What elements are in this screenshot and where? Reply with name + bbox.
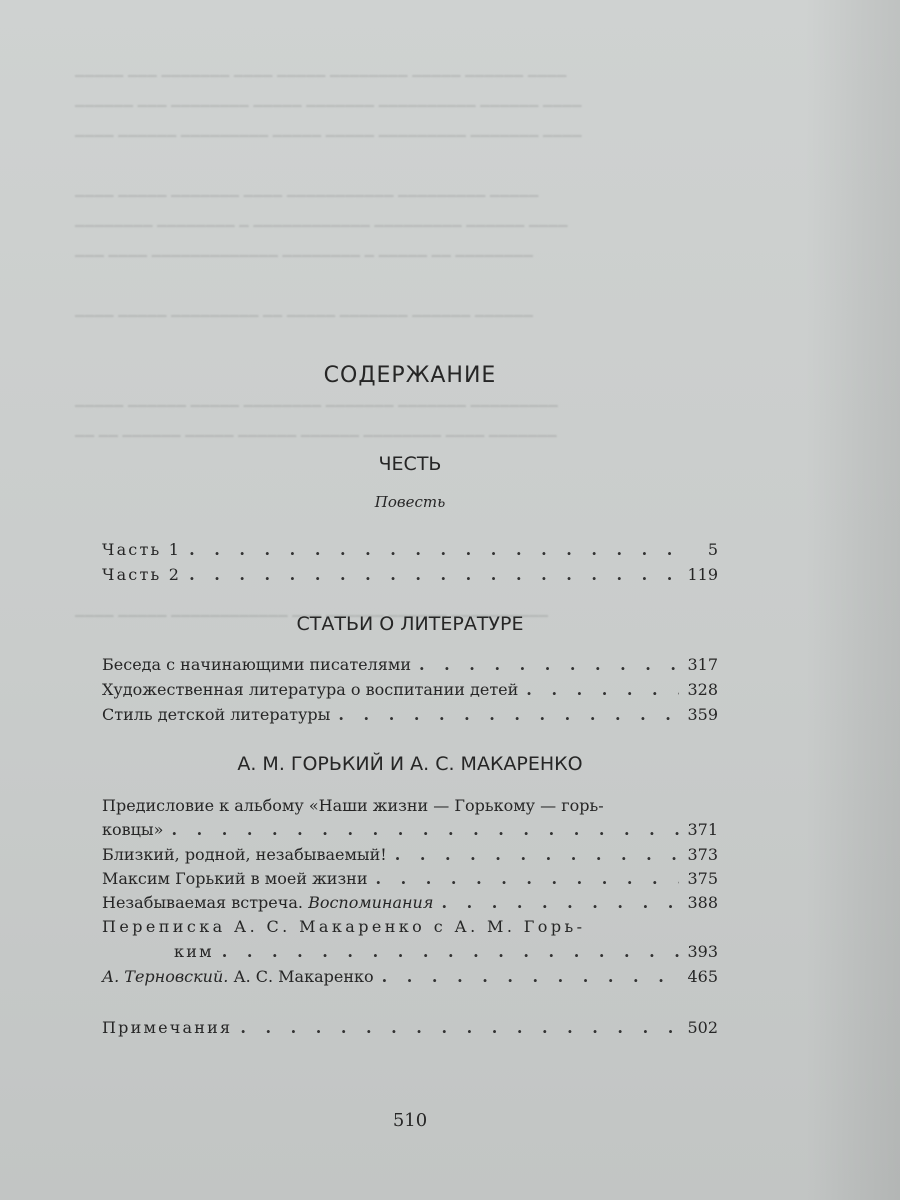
leader-dots (441, 893, 679, 912)
toc-entry-page: 317 (687, 655, 718, 674)
leader-dots (382, 967, 680, 986)
leader-dots (526, 680, 679, 699)
toc-entry[interactable] (102, 655, 718, 679)
toc-entry-page: 359 (687, 705, 718, 724)
bleed-through-text: ▁▁ ▁▁ ▁▁▁▁▁▁ ▁▁▁▁▁ ▁▁▁▁▁▁ ▁▁▁▁▁▁ ▁▁▁▁▁▁▁▁ ▁▁▁▁ ▁▁▁▁▁▁▁ (75, 423, 558, 437)
toc-entry-label: Беседа с начинающими писателями (102, 655, 412, 674)
toc-entry-first-line[interactable]: Переписка А. С. Макаренко с А. М. Горь- (102, 917, 586, 936)
toc-entry-label-italic: Воспоминания (308, 893, 434, 912)
toc-entry-label-main: А. С. Макаренко (233, 967, 374, 986)
toc-entry-label: Близкий, родной, незабываемый! (102, 845, 387, 864)
leader-dots (222, 942, 680, 961)
toc-entry-page: 371 (687, 820, 718, 839)
toc-entry-page: 465 (687, 967, 718, 986)
toc-entry[interactable] (102, 705, 718, 729)
bleed-through-text: ▁▁▁▁▁▁ ▁▁▁ ▁▁▁▁▁▁▁▁ ▁▁▁▁▁ ▁▁▁▁▁▁▁ ▁▁▁▁▁▁▁▁▁▁ ▁▁▁▁▁▁ ▁▁▁▁ (75, 93, 582, 107)
toc-entry-page: 388 (687, 893, 718, 912)
toc-entry-label (102, 893, 433, 912)
toc-entry-page: 375 (687, 869, 718, 888)
bleed-through-text: ▁▁▁▁▁ ▁▁▁ ▁▁▁▁▁▁▁ ▁▁▁▁ ▁▁▁▁▁ ▁▁▁▁▁▁▁▁ ▁▁▁▁▁ ▁▁▁▁▁▁ ▁▁▁▁ (75, 63, 567, 77)
leader-dots (171, 820, 679, 839)
leader-dots (376, 869, 680, 888)
toc-entry-page: 502 (687, 1018, 718, 1037)
leader-dots (189, 540, 680, 559)
toc-entry[interactable] (102, 869, 718, 893)
toc-entry-label: ким (174, 942, 214, 961)
bleed-through-text: ▁▁▁▁ ▁▁▁▁▁ ▁▁▁▁▁▁▁ ▁▁▁▁ ▁▁▁▁▁▁▁▁▁▁▁ ▁▁▁▁▁▁▁▁▁ ▁▁▁▁▁ (75, 183, 539, 197)
bleed-through-text: ▁▁▁▁ ▁▁▁▁▁ ▁▁▁▁▁▁▁▁▁▁▁▁ ▁▁▁ ▁▁▁▁▁▁ ▁▁▁▁▁▁ ▁▁▁▁▁▁▁▁▁▁ (75, 603, 549, 617)
leader-dots (395, 845, 680, 864)
bleed-through-text: ▁▁▁▁ ▁▁▁▁▁▁ ▁▁▁▁▁▁▁▁▁ ▁▁▁▁▁ ▁▁▁▁▁ ▁▁▁▁▁▁▁▁▁ ▁▁▁▁▁▁▁ ▁▁▁▁ (75, 123, 582, 137)
section-heading-gorky-makarenko: А. М. ГОРЬКИЙ И А. С. МАКАРЕНКО (237, 753, 583, 775)
toc-entry-page: 328 (687, 680, 718, 699)
toc-entry-label: Стиль детской литературы (102, 705, 331, 724)
toc-entry[interactable] (102, 820, 718, 844)
toc-entry-page: 5 (707, 540, 718, 559)
toc-entry[interactable] (102, 565, 718, 589)
toc-entry[interactable] (102, 942, 718, 966)
toc-entry-first-line[interactable]: Предисловие к альбому «Наши жизни — Горькому — горь- (102, 796, 604, 815)
leader-dots (419, 655, 679, 674)
section-heading-articles: СТАТЬИ О ЛИТЕРАТУРЕ (296, 613, 524, 635)
toc-entry-label: Часть 1 (102, 540, 182, 559)
toc-entry-label: Максим Горький в моей жизни (102, 869, 368, 888)
toc-entry[interactable] (102, 540, 718, 564)
leader-dots (240, 1018, 679, 1037)
page-edge-shadow (805, 0, 900, 1200)
toc-entry-label: Художественная литература о воспитании детей (102, 680, 519, 699)
toc-entry[interactable] (102, 893, 718, 917)
bleed-through-text: ▁▁▁▁ ▁▁▁▁▁ ▁▁▁▁▁▁▁▁▁ ▁▁ ▁▁▁▁▁ ▁▁▁▁▁▁▁ ▁▁▁▁▁▁ ▁▁▁▁▁▁ (75, 303, 534, 317)
toc-entry-page: 373 (687, 845, 718, 864)
toc-entry-label (102, 967, 374, 986)
bleed-through-text: ▁▁▁ ▁▁▁▁ ▁▁▁▁▁▁▁▁▁▁▁▁▁ ▁▁▁▁▁▁▁▁ ▁ ▁▁▁▁▁ ▁▁ ▁▁▁▁▁▁▁▁ (75, 243, 534, 257)
section-heading-chest: ЧЕСТЬ (378, 453, 442, 475)
toc-entry-label: ковцы» (102, 820, 164, 839)
toc-entry-notes[interactable] (102, 1018, 718, 1042)
toc-entry-page: 393 (687, 942, 718, 961)
toc-entry-label-italic: А. Терновский. (102, 967, 229, 986)
leader-dots (338, 705, 679, 724)
toc-title: СОДЕРЖАНИЕ (323, 363, 497, 388)
page-number: 510 (392, 1110, 428, 1131)
toc-entry[interactable] (102, 845, 718, 869)
toc-entry[interactable] (102, 967, 718, 991)
toc-entry[interactable] (102, 680, 718, 704)
toc-entry-label: Примечания (102, 1018, 233, 1037)
toc-entry-page: 119 (687, 565, 718, 584)
toc-entry-label: Часть 2 (102, 565, 182, 584)
section-genre: Повесть (374, 493, 446, 511)
toc-entry-label-main: Незабываемая встреча. (102, 893, 303, 912)
bleed-through-text: ▁▁▁▁▁ ▁▁▁▁▁▁ ▁▁▁▁▁ ▁▁▁▁▁▁▁▁ ▁▁▁▁▁▁▁ ▁▁▁▁▁▁▁ ▁▁▁▁▁▁▁▁▁ (75, 393, 559, 407)
bleed-through-text: ▁▁▁▁▁▁▁▁ ▁▁▁▁▁▁▁▁ ▁ ▁▁▁▁▁▁▁▁▁▁▁▁ ▁▁▁▁▁▁▁▁▁ ▁▁▁▁▁▁ ▁▁▁▁ (75, 213, 568, 227)
leader-dots (189, 565, 679, 584)
